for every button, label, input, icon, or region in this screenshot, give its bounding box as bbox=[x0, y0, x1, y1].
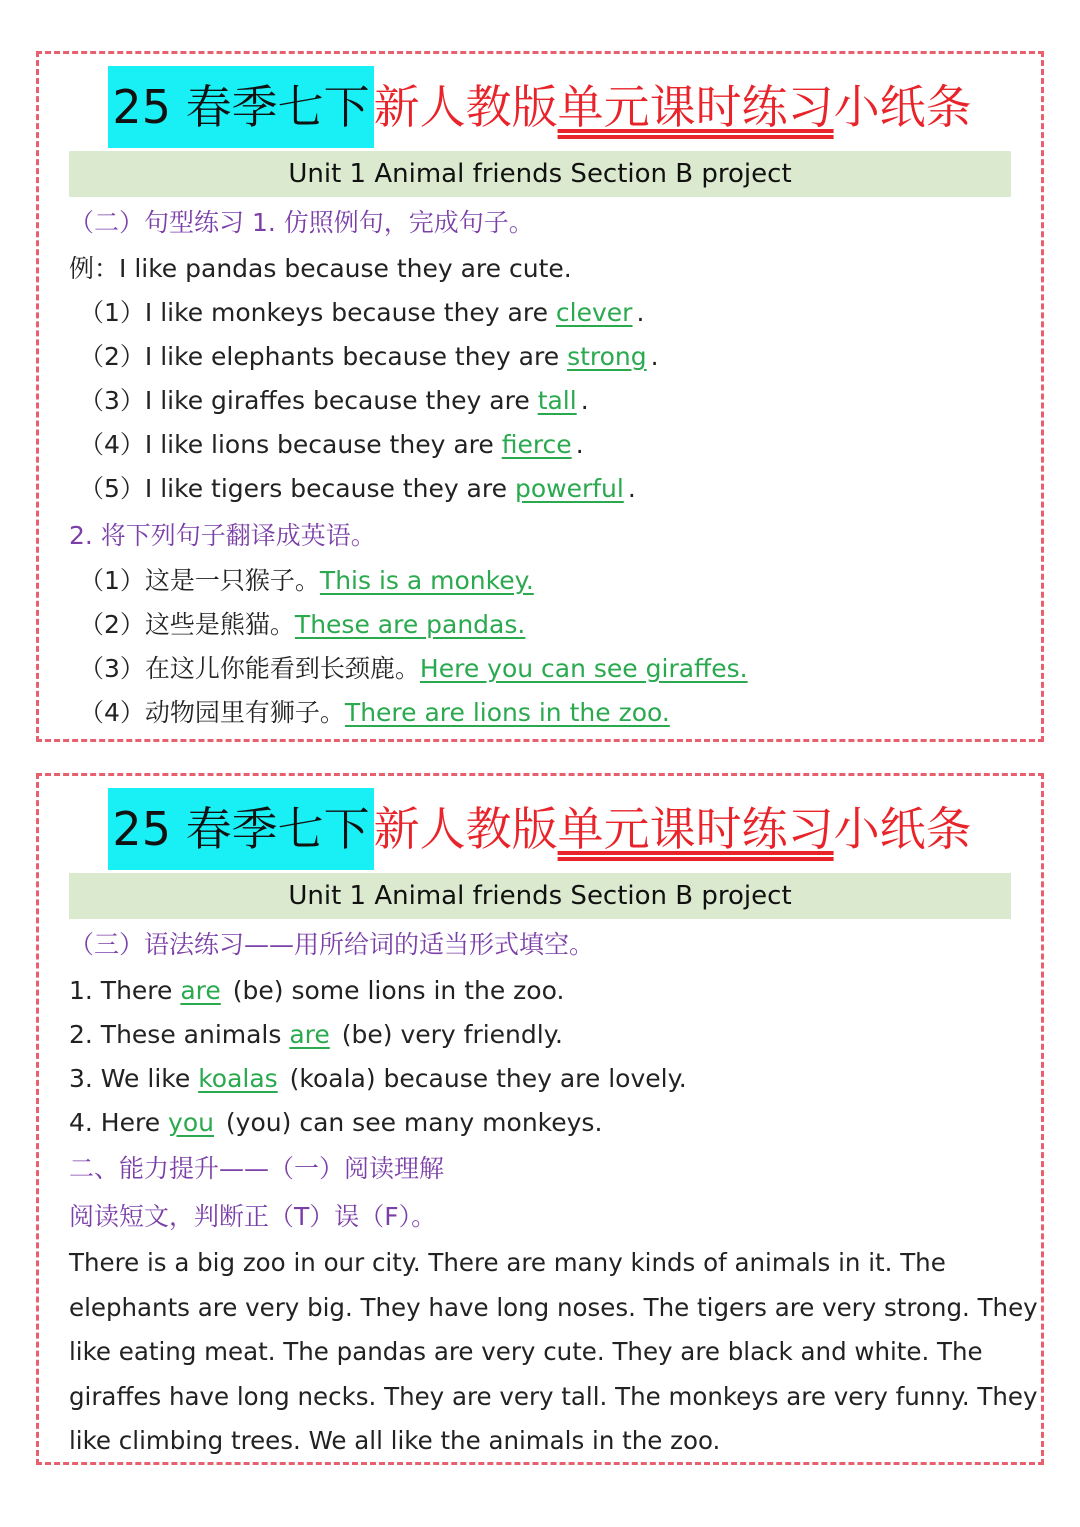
list-item bbox=[69, 1062, 1021, 1096]
list-item bbox=[69, 1106, 1021, 1140]
item-suffix: . bbox=[575, 430, 584, 459]
passage-line: There is a big zoo in our city. There are many kinds of animals in it. The bbox=[69, 1248, 946, 1277]
item-suffix: . bbox=[636, 298, 645, 327]
item-text: （1）这是一只猴子。 bbox=[79, 566, 320, 595]
item-text: 1. There bbox=[69, 976, 181, 1005]
title-red-part-2: 小纸条 bbox=[833, 802, 972, 856]
item-suffix: . bbox=[627, 474, 636, 503]
item-text: （2）这些是熊猫。 bbox=[79, 610, 295, 639]
title-underlined-part: 单元课时练习 bbox=[557, 802, 834, 856]
title-highlight: 25 春季七下 bbox=[108, 788, 373, 870]
section-heading: （二）句型练习 1. 仿照例句，完成句子。 bbox=[69, 208, 534, 237]
answer-text: are bbox=[180, 976, 221, 1005]
answer-text: These are pandas. bbox=[294, 610, 526, 639]
answer-text: fierce bbox=[501, 430, 572, 459]
reading-passage bbox=[69, 1241, 1038, 1464]
item-text: 2. These animals bbox=[69, 1020, 290, 1049]
item-text: （3）在这儿你能看到长颈鹿。 bbox=[79, 654, 420, 683]
title-highlight: 25 春季七下 bbox=[108, 66, 373, 148]
card-title bbox=[39, 66, 1041, 148]
part-heading: 二、能力提升——（一）阅读理解 bbox=[69, 1154, 445, 1183]
exercise-card-1 bbox=[36, 51, 1044, 742]
answer-text: koalas bbox=[198, 1064, 278, 1093]
answer-text: tall bbox=[537, 386, 577, 415]
answer-text: you bbox=[168, 1108, 214, 1137]
item-text: （2）I like elephants because they are bbox=[79, 342, 568, 371]
list-item bbox=[79, 296, 1021, 330]
list-item bbox=[79, 428, 1021, 462]
item-text: 4. Here bbox=[69, 1108, 169, 1137]
title-underlined-part: 单元课时练习 bbox=[557, 80, 834, 134]
title-red-part-1: 新人教版 bbox=[373, 80, 558, 134]
item-text: （4）I like lions because they are bbox=[79, 430, 502, 459]
list-item bbox=[79, 472, 1021, 506]
list-item bbox=[79, 608, 1021, 642]
title-red-part-1: 新人教版 bbox=[373, 802, 558, 856]
item-text: 3. We like bbox=[69, 1064, 199, 1093]
passage-line: like eating meat. The pandas are very cute. They are black and white. The bbox=[69, 1337, 983, 1366]
answer-text: Here you can see giraffes. bbox=[419, 654, 748, 683]
list-item bbox=[79, 652, 1021, 686]
unit-banner: Unit 1 Animal friends Section B project bbox=[69, 151, 1011, 197]
translate-heading: 2. 将下列句子翻译成英语。 bbox=[69, 521, 376, 550]
item-suffix: (koala) because they are lovely. bbox=[281, 1064, 687, 1093]
list-item bbox=[79, 564, 1021, 598]
reading-instruction: 阅读短文，判断正（T）误（F）。 bbox=[69, 1202, 437, 1231]
item-suffix: . bbox=[650, 342, 659, 371]
list-item bbox=[79, 696, 1021, 730]
item-suffix: (be) some lions in the zoo. bbox=[224, 976, 565, 1005]
list-item bbox=[79, 384, 1021, 418]
example-sentence: 例：I like pandas because they are cute. bbox=[69, 254, 572, 283]
title-red-part-2: 小纸条 bbox=[833, 80, 972, 134]
item-text: （1）I like monkeys because they are bbox=[79, 298, 556, 327]
answer-text: strong bbox=[567, 342, 647, 371]
section-heading: （三）语法练习——用所给词的适当形式填空。 bbox=[69, 930, 595, 959]
item-text: （5）I like tigers because they are bbox=[79, 474, 515, 503]
unit-banner: Unit 1 Animal friends Section B project bbox=[69, 873, 1011, 919]
item-suffix: . bbox=[580, 386, 589, 415]
item-suffix: (you) can see many monkeys. bbox=[217, 1108, 603, 1137]
item-suffix: (be) very friendly. bbox=[333, 1020, 563, 1049]
passage-line: elephants are very big. They have long noses. The tigers are very strong. They bbox=[69, 1292, 1038, 1322]
list-item bbox=[69, 1018, 1021, 1052]
answer-text: are bbox=[289, 1020, 330, 1049]
exercise-card-2 bbox=[36, 773, 1044, 1465]
item-text: （4）动物园里有狮子。 bbox=[79, 698, 345, 727]
answer-text: There are lions in the zoo. bbox=[344, 698, 670, 727]
answer-text: powerful bbox=[514, 474, 624, 503]
item-text: （3）I like giraffes because they are bbox=[79, 386, 538, 415]
list-item bbox=[79, 340, 1021, 374]
passage-line: like climbing trees. We all like the animals in the zoo. bbox=[69, 1426, 721, 1455]
list-item bbox=[69, 974, 1021, 1008]
card-title bbox=[39, 788, 1041, 870]
answer-text: clever bbox=[555, 298, 633, 327]
answer-text: This is a monkey. bbox=[319, 566, 534, 595]
passage-line: giraffes have long necks. They are very tall. The monkeys are very funny. They bbox=[69, 1381, 1038, 1411]
